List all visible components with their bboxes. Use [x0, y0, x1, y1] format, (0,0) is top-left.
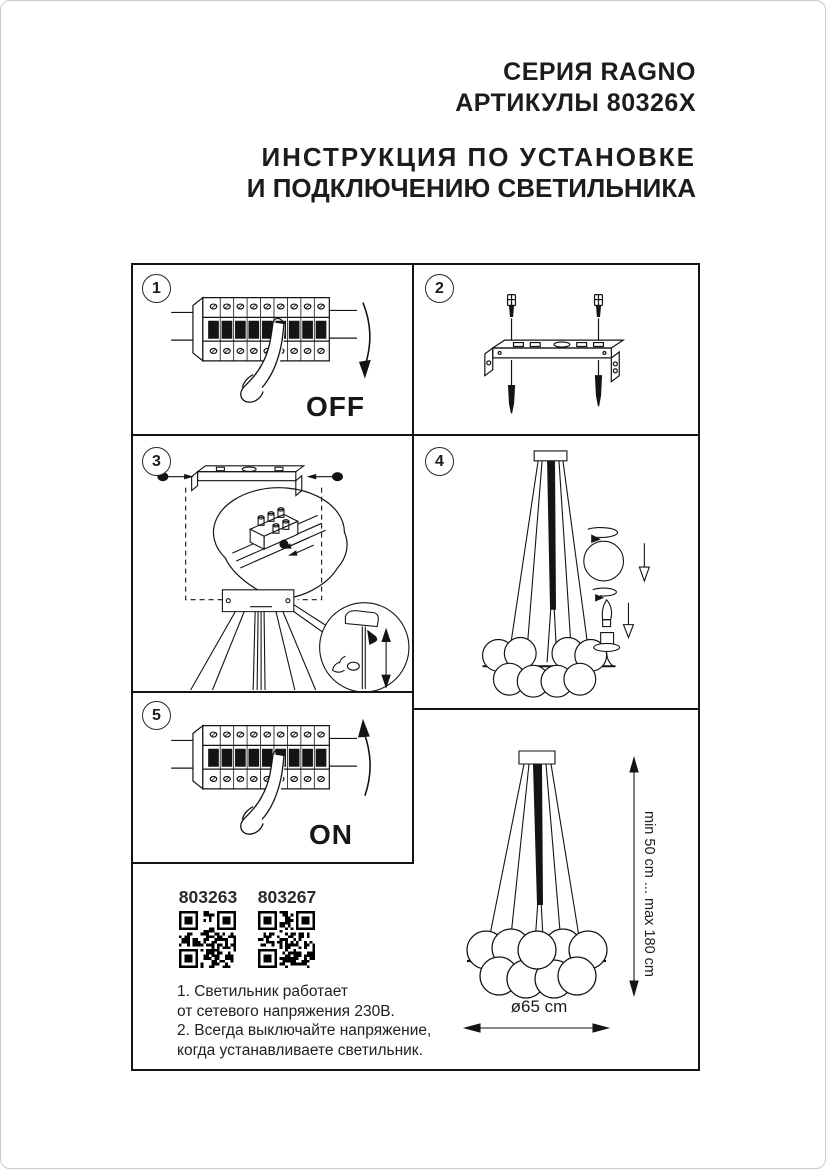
breaker-on-label: ON [309, 819, 353, 850]
glass-globe-icon [584, 541, 624, 581]
suspension-wires [486, 764, 582, 957]
series-name: СЕРИЯ RAGNO [503, 58, 696, 86]
qr-label-803267: 803267 [257, 887, 317, 907]
diameter-dimension-line [465, 1024, 608, 1032]
note-line: когда устанавливаете светильник. [177, 1041, 423, 1059]
qr-label-803263: 803263 [178, 887, 238, 907]
title-line-1: ИНСТРУКЦИЯ ПО УСТАНОВКЕ [261, 142, 696, 172]
glass-globes [467, 929, 607, 998]
article-number: АРТИКУЛЫ 80326X [455, 89, 696, 117]
circuit-breaker-off-drawing [133, 265, 412, 434]
down-arrow-icon [639, 543, 649, 581]
wall-anchor-icon [596, 360, 602, 406]
cable-lock-detail-balloon [320, 603, 409, 691]
screw-icon [309, 473, 343, 481]
arrow-up-icon [358, 719, 370, 796]
step-3-number: 3 [142, 447, 171, 476]
note-line: 2. Всегда выключайте напряжение, [177, 1022, 432, 1039]
step-2-number: 2 [425, 274, 454, 303]
qr-code-icon [258, 911, 315, 968]
ceiling-canopy [534, 451, 567, 461]
rotate-globe-icon [588, 528, 618, 543]
product-header [455, 57, 696, 119]
step-5-panel [133, 693, 414, 864]
ceiling-canopy [222, 590, 293, 612]
bracket-body [192, 466, 304, 496]
step-1-number: 1 [142, 274, 171, 303]
diameter-label: ø65 cm [510, 997, 568, 1016]
mounting-bracket-drawing [414, 265, 698, 434]
terminal-block-detail-balloon [213, 488, 347, 606]
ceiling-canopy [519, 751, 555, 764]
step-4-panel [414, 436, 698, 710]
suspension-wires [508, 461, 589, 663]
screw-icon [508, 295, 516, 340]
screw-icon [595, 295, 603, 340]
candle-bulb-icon [602, 600, 611, 627]
step-1-panel [133, 265, 414, 436]
bracket-body [485, 340, 623, 382]
title-line-2: И ПОДКЛЮЧЕНИЮ СВЕТИЛЬНИКА [246, 173, 696, 203]
rotate-bulb-icon [593, 588, 617, 601]
note-line: от сетевого напряжения 230В. [177, 1002, 395, 1020]
circuit-breaker-on-drawing [133, 693, 412, 862]
safety-notes [177, 982, 431, 1060]
arrow-down-icon [359, 303, 371, 379]
note-line: 1. Светильник работает [177, 983, 348, 1000]
height-dimension-line [630, 758, 638, 995]
step-4-number: 4 [425, 447, 454, 476]
step-3-panel [133, 436, 414, 693]
suspension-wires [191, 612, 316, 690]
wall-anchor-icon [509, 360, 515, 413]
down-arrow-icon [624, 603, 634, 638]
qr-code-icon [179, 911, 236, 968]
chandelier-assembly-drawing [414, 436, 698, 708]
step-2-panel [414, 265, 698, 436]
page-title [247, 142, 696, 204]
height-range-label: min 50 cm ... max 180 cm [641, 811, 657, 977]
bracket-install-drawing [133, 436, 412, 691]
breaker-off-label: OFF [306, 391, 365, 422]
step-5-number: 5 [142, 701, 171, 730]
